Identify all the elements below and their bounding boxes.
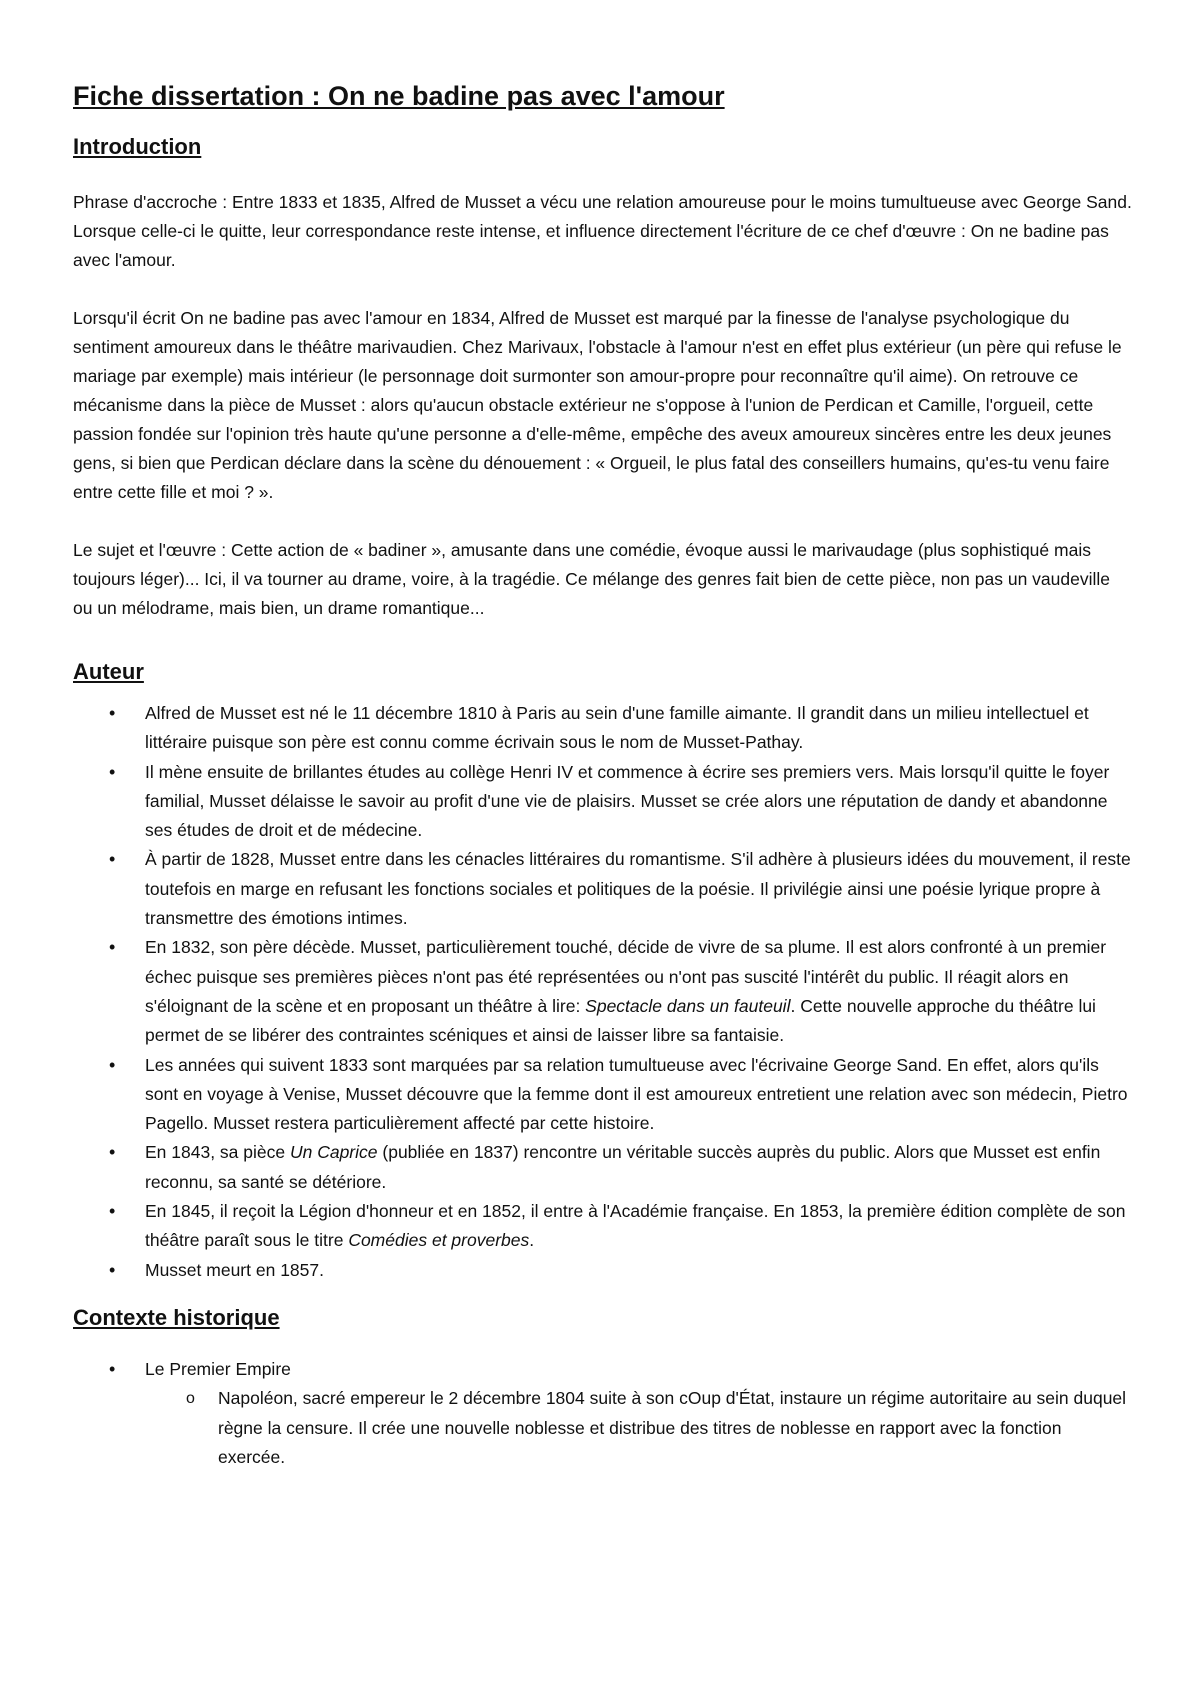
contexte-bullet-1: • Le Premier Empire: [73, 1355, 1133, 1384]
introduction-heading: Introduction: [73, 134, 202, 159]
auteur-bullet-7-text-a: En 1845, il reçoit la Légion d'honneur et en 1852, il entre à l'Académie française. En 1853, la première édition complète de son théâtre paraît sous le titre: [145, 1201, 1126, 1251]
contexte-subbullet-1: o Napoléon, sacré empereur le 2 décembre 1804 suite à son cOup d'État, instaure un régime autoritaire au sein duquel règne la censure. Il crée une nouvelle noblesse et distribue des titres de noblesse en rapport avec la fonction exercée.: [73, 1384, 1133, 1472]
document-title: Fiche dissertation : On ne badine pas avec l'amour: [73, 81, 725, 111]
auteur-bullet-1: • Alfred de Musset est né le 11 décembre 1810 à Paris au sein d'une famille aimante. Il grandit dans un milieu intellectuel et littéraire puisque son père est connu comme écrivain sous le nom de Musset-Pathay.: [73, 699, 1133, 758]
contexte-sublist: [73, 1384, 1133, 1472]
auteur-bullet-5: • Les années qui suivent 1833 sont marquées par sa relation tumultueuse avec l'écrivaine George Sand. En effet, alors qu'ils sont en voyage à Venise, Musset découvre que la femme dont il est amoureux entretient une relation avec son médecin, Pietro Pagello. Musset restera particulièrement affecté par cette histoire.: [73, 1051, 1133, 1139]
intro-paragraph-accroche: Phrase d'accroche : Entre 1833 et 1835, Alfred de Musset a vécu une relation amoureuse pour le moins tumultueuse avec George Sand. Lorsque celle-ci le quitte, leur correspondance reste intense, et influence directement l'écriture de ce chef d'œuvre : On ne badine pas avec l'amour.: [73, 192, 1132, 270]
auteur-bullet-6: [73, 1138, 1133, 1197]
auteur-bullet-7: [73, 1197, 1133, 1256]
auteur-bullet-3: • À partir de 1828, Musset entre dans les cénacles littéraires du romantisme. S'il adhère à plusieurs idées du mouvement, il reste toutefois en marge en refusant les fonctions sociales et politiques de la poésie. Il privilégie ainsi une poésie lyrique propre à transmettre des émotions intimes.: [73, 845, 1133, 933]
document-page: [73, 78, 1133, 1472]
auteur-bullet-4-text-a: En 1832, son père décède. Musset, particulièrement touché, décide de vivre de sa plume. Il est alors confronté à un premier échec puisque ses premières pièces n'ont pas été représentées ou n'ont pas suscité l'intérêt du public. Il réagit alors en s'éloignant de la scène et en proposant un théâtre à lire:: [145, 937, 1107, 1016]
auteur-bullet-2: • Il mène ensuite de brillantes études au collège Henri IV et commence à écrire ses premiers vers. Mais lorsqu'il quitte le foyer familial, Musset délaisse le savoir au profit d'une vie de plaisirs. Musset se crée alors une réputation de dandy et abandonne ses études de droit et de médecine.: [73, 758, 1133, 846]
auteur-list: [73, 699, 1133, 1285]
auteur-bullet-8: • Musset meurt en 1857.: [73, 1256, 1133, 1285]
intro-paragraph-sujet: Le sujet et l'œuvre : Cette action de « badiner », amusante dans une comédie, évoque aussi le marivaudage (plus sophistiqué mais toujours léger)... Ici, il va tourner au drame, voire, à la tragédie. Ce mélange des genres fait bien de cette pièce, non pas un vaudeville ou un mélodrame, mais bien, un drame romantique...: [73, 540, 1110, 618]
auteur-bullet-6-text-b: (publiée en 1837) rencontre un véritable succès auprès du public. Alors que Musset est enfin reconnu, sa santé se détériore.: [145, 1142, 1101, 1192]
auteur-heading: Auteur: [73, 659, 144, 684]
auteur-bullet-4: [73, 933, 1133, 1050]
auteur-bullet-7-title: Comédies et proverbes: [348, 1230, 530, 1251]
intro-paragraph-context: Lorsqu'il écrit On ne badine pas avec l'amour en 1834, Alfred de Musset est marqué par la finesse de l'analyse psychologique du sentiment amoureux dans le théâtre marivaudien. Chez Marivaux, l'obstacle à l'amour n'est en effet plus extérieur (un père qui refuse le mariage par exemple) mais intérieur (le personnage doit surmonter son amour-propre pour reconnaître qu'il aime). On retrouve ce mécanisme dans la pièce de Musset : alors qu'aucun obstacle extérieur ne s'oppose à l'union de Perdican et Camille, l'orgueil, cette passion fondée sur l'opinion très haute qu'une personne a d'elle-même, empêche des aveux amoureux sincères entre les deux jeunes gens, si bien que Perdican déclare dans la scène du dénouement : « Orgueil, le plus fatal des conseillers humains, qu'es-tu venu faire entre cette fille et moi ? ».: [73, 308, 1122, 502]
auteur-bullet-6-title: Un Caprice: [289, 1142, 378, 1163]
auteur-bullet-4-title: Spectacle dans un fauteuil: [585, 995, 791, 1016]
contexte-heading: Contexte historique: [73, 1304, 280, 1330]
auteur-bullet-7-text-b: .: [529, 1230, 535, 1251]
contexte-list: [73, 1355, 1133, 1384]
auteur-bullet-6-text-a: En 1843, sa pièce: [145, 1142, 290, 1163]
auteur-bullet-4-text-b: . Cette nouvelle approche du théâtre lui permet de se libérer des contraintes scéniques et ainsi de laisser libre sa fantaisie.: [145, 995, 1096, 1046]
